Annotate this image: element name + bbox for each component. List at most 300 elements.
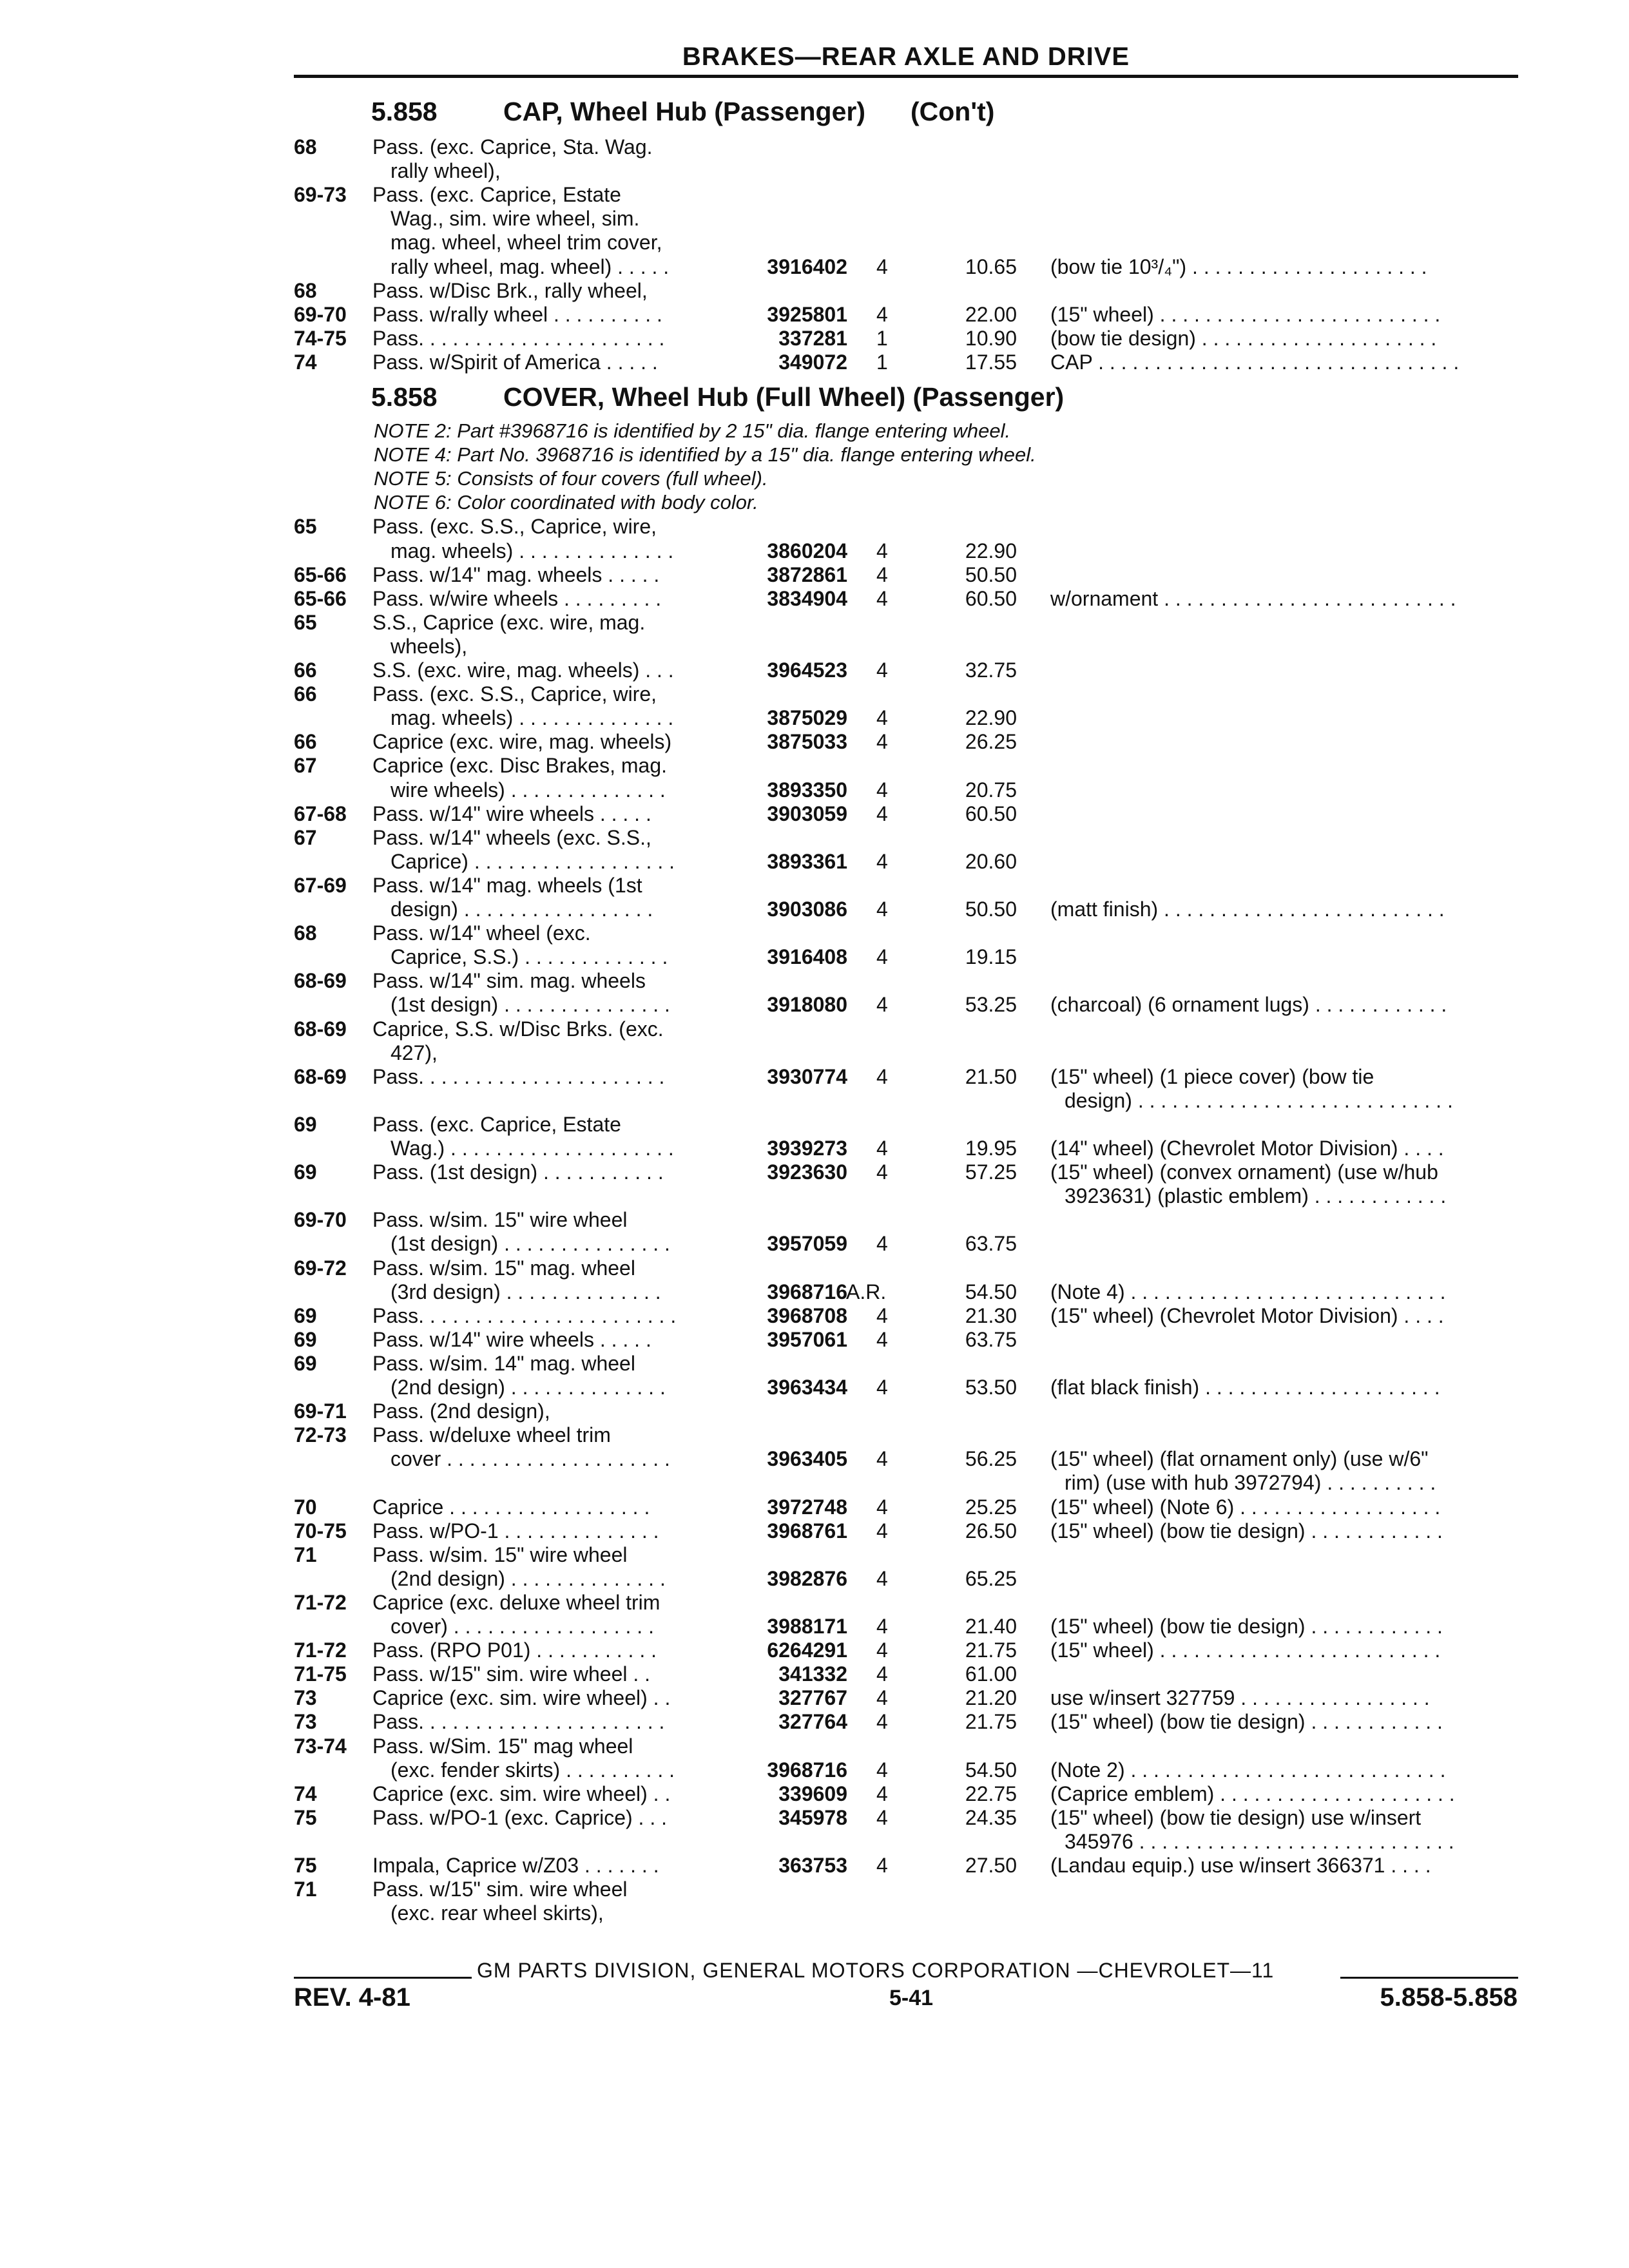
note-line: NOTE 5: Consists of four covers (full wheel). [374,467,768,490]
model-year: 74 [294,350,317,374]
remark: 345976 . . . . . . . . . . . . . . . . . . . . . . . . . . . . [1065,1829,1454,1853]
model-year: 66 [294,658,317,682]
table-row [0,898,1629,921]
description: Caprice (exc. sim. wire wheel) . . [372,1782,671,1805]
description: mag. wheels) . . . . . . . . . . . . . . [390,539,674,562]
part-number: 3875033 [767,730,847,754]
description: Pass. w/14" sim. mag. wheels [372,969,646,993]
price: 19.15 [965,945,1017,969]
note-line: NOTE 4: Part No. 3968716 is identified by a 15" dia. flange entering wheel. [374,443,1036,466]
quantity: 4 [876,1495,888,1519]
price: 50.50 [965,562,1017,586]
table-row [0,1806,1629,1830]
table-row [0,1137,1629,1160]
model-year: 69-70 [294,302,347,326]
model-year: 74 [294,1782,317,1805]
description: Pass. w/sim. 14" mag. wheel [372,1351,635,1375]
remark: (Note 2) . . . . . . . . . . . . . . . . . . . . . . . . . . . . [1050,1758,1446,1782]
table-row [0,587,1629,611]
description: Pass. (RPO P01) . . . . . . . . . . . [372,1639,657,1662]
part-number: 3957059 [767,1232,847,1256]
model-year: 69 [294,1160,317,1184]
price: 21.30 [965,1303,1017,1327]
remark: (flat black finish) . . . . . . . . . . . . . . . . . . . . . [1050,1376,1440,1399]
model-year: 66 [294,730,317,754]
table-row [0,706,1629,730]
quantity: 1 [876,326,888,350]
description: (2nd design) . . . . . . . . . . . . . . [390,1376,666,1399]
model-year: 69-70 [294,1208,347,1232]
price: 21.75 [965,1710,1017,1734]
part-number: 3916402 [767,255,847,278]
quantity: 4 [876,1064,888,1088]
table-row [0,969,1629,993]
model-year: 69 [294,1303,317,1327]
description: Pass. w/sim. 15" wire wheel [372,1208,628,1232]
price: 22.00 [965,302,1017,326]
description: Pass. w/PO-1 (exc. Caprice) . . . [372,1805,667,1829]
quantity: 4 [876,255,888,278]
description: Caprice (exc. sim. wire wheel) . . [372,1686,671,1710]
model-year: 71-75 [294,1662,347,1686]
table-row [0,921,1629,945]
model-year: 68 [294,921,317,945]
remark: (15" wheel) (Note 6) . . . . . . . . . . . . . . . . . . [1050,1495,1441,1519]
note-line: NOTE 2: Part #3968716 is identified by 2 15" dia. flange entering wheel. [374,419,1011,442]
price: 25.25 [965,1495,1017,1519]
price: 20.60 [965,849,1017,873]
remark: (15" wheel) . . . . . . . . . . . . . . . . . . . . . . . . . [1050,1639,1441,1662]
model-year: 75 [294,1805,317,1829]
quantity: 4 [876,1137,888,1160]
model-year: 75 [294,1854,317,1877]
quantity: 4 [876,706,888,730]
model-year: 69-72 [294,1256,347,1280]
note-line: NOTE 6: Color coordinated with body color. [374,491,758,514]
price: 54.50 [965,1280,1017,1303]
description: wire wheels) . . . . . . . . . . . . . . [390,778,666,802]
footer-rule-left [294,1977,472,1979]
price: 50.50 [965,898,1017,921]
model-year: 70-75 [294,1519,347,1542]
section-heading-cover [371,382,1064,412]
model-year: 73 [294,1710,317,1734]
price: 54.50 [965,1758,1017,1782]
part-number: 3982876 [767,1566,847,1590]
part-number: 3834904 [767,586,847,610]
table-row [0,1352,1629,1376]
table-row [0,778,1629,802]
quantity: 4 [876,1615,888,1638]
table-row [0,1041,1629,1065]
description: Wag., sim. wire wheel, sim. [390,207,640,231]
quantity: 4 [876,945,888,969]
table-row [0,611,1629,635]
model-year: 68-69 [294,1017,347,1041]
part-number: 6264291 [767,1639,847,1662]
table-row [0,1830,1629,1854]
table-row [0,1567,1629,1591]
part-number: 3964523 [767,658,847,682]
quantity: 4 [876,1519,888,1542]
description: Pass. w/14" wheels (exc. S.S., [372,825,651,849]
model-year: 69 [294,1327,317,1351]
price: 22.90 [965,539,1017,562]
table-row [0,1662,1629,1686]
quantity: 4 [876,1686,888,1710]
model-year: 71 [294,1542,317,1566]
description: Pass. w/sim. 15" wire wheel [372,1542,628,1566]
description: Pass. w/sim. 15" mag. wheel [372,1256,635,1280]
description: Pass. (exc. S.S., Caprice, wire, [372,682,657,706]
model-year: 67-69 [294,873,347,897]
section-continued: (Con't) [911,97,995,126]
description: Pass. w/14" wheel (exc. [372,921,591,945]
table-row [0,635,1629,658]
table-row [0,1615,1629,1639]
part-number: 339609 [778,1782,847,1805]
description: Pass. w/Spirit of America . . . . . [372,350,658,374]
quantity: 4 [876,849,888,873]
description: Pass. w/14" mag. wheels (1st [372,873,642,897]
table-row [0,1447,1629,1471]
part-number: 363753 [778,1854,847,1877]
quantity: 4 [876,1566,888,1590]
remark: w/ornament . . . . . . . . . . . . . . . . . . . . . . . . . . [1050,586,1456,610]
table-row [0,1854,1629,1878]
table-row [0,1591,1629,1615]
table-row [0,1782,1629,1806]
remark: (bow tie 10³/₄") . . . . . . . . . . . . . . . . . . . . . [1050,255,1427,278]
table-row [0,1160,1629,1184]
description: Pass. . . . . . . . . . . . . . . . . . . . . . [372,1064,665,1088]
description: (exc. fender skirts) . . . . . . . . . . [390,1758,675,1782]
model-year: 65 [294,610,317,634]
description: mag. wheel, wheel trim cover, [390,231,662,255]
description: wheels), [390,634,468,658]
price: 61.00 [965,1662,1017,1686]
table-row [0,515,1629,539]
table-row [0,539,1629,563]
description: Pass. w/wire wheels . . . . . . . . . [372,586,662,610]
price: 17.55 [965,350,1017,374]
remark: (15" wheel) (bow tie design) . . . . . . . . . . . . [1050,1615,1443,1638]
table-row [0,231,1629,255]
price: 53.50 [965,1376,1017,1399]
description: Pass. w/15" sim. wire wheel [372,1878,628,1901]
table-row [0,802,1629,826]
price: 10.65 [965,255,1017,278]
quantity: 4 [876,539,888,562]
part-number: 3903086 [767,898,847,921]
part-number: 3893361 [767,849,847,873]
quantity: 4 [876,658,888,682]
description: Caprice (exc. Disc Brakes, mag. [372,754,668,778]
description: Pass. w/Sim. 15" mag wheel [372,1734,633,1758]
part-number: 3903059 [767,802,847,825]
price: 21.50 [965,1064,1017,1088]
table-row [0,1710,1629,1734]
header-rule [294,75,1518,78]
description: Pass. w/15" sim. wire wheel . . [372,1662,651,1686]
description: Pass. w/14" wire wheels . . . . . [372,802,651,825]
description: Pass. w/Disc Brk., rally wheel, [372,278,648,302]
description: 427), [390,1041,438,1064]
price: 26.50 [965,1519,1017,1542]
model-year: 67-68 [294,802,347,825]
table-row [0,1256,1629,1280]
remark: (14" wheel) (Chevrolet Motor Division) . . . . [1050,1137,1444,1160]
table-row [0,207,1629,231]
model-year: 68-69 [294,969,347,993]
section-title: CAP, Wheel Hub (Passenger) [503,97,865,126]
table-row [0,850,1629,874]
price: 21.40 [965,1615,1017,1638]
remark: (15" wheel) (1 piece cover) (bow tie [1050,1064,1374,1088]
remark: (Note 4) . . . . . . . . . . . . . . . . . . . . . . . . . . . . [1050,1280,1446,1303]
remark: 3923631) (plastic emblem) . . . . . . . . . . . . [1065,1184,1447,1208]
quantity: 4 [876,1805,888,1829]
price: 22.75 [965,1782,1017,1805]
description: Caprice, S.S. w/Disc Brks. (exc. [372,1017,664,1041]
remark: (bow tie design) . . . . . . . . . . . . . . . . . . . . . [1050,326,1437,350]
page-header-title: BRAKES—REAR AXLE AND DRIVE [682,43,1130,71]
model-year: 70 [294,1495,317,1519]
table-row [0,874,1629,898]
description: S.S. (exc. wire, mag. wheels) . . . [372,658,674,682]
model-year: 65 [294,515,317,539]
part-number: 3939273 [767,1137,847,1160]
description: Pass. (exc. Caprice, Estate [372,1112,621,1136]
remark: (charcoal) (6 ornament lugs) . . . . . . . . . . . . [1050,993,1447,1017]
description: (1st design) . . . . . . . . . . . . . . . [390,1232,670,1256]
price: 63.75 [965,1327,1017,1351]
table-row [0,993,1629,1017]
quantity: 4 [876,1854,888,1877]
description: Impala, Caprice w/Z03 . . . . . . . [372,1854,659,1877]
price: 56.25 [965,1447,1017,1471]
model-year: 66 [294,682,317,706]
table-row [0,1065,1629,1089]
model-year: 71 [294,1878,317,1901]
model-year: 67 [294,825,317,849]
model-year: 69 [294,1351,317,1375]
remark: (15" wheel) (bow tie design) . . . . . . . . . . . . [1050,1710,1443,1734]
description: Pass. w/14" mag. wheels . . . . . [372,562,660,586]
quantity: 4 [876,1447,888,1471]
part-number: 3968761 [767,1519,847,1542]
part-number: 3957061 [767,1327,847,1351]
description: rally wheel), [390,159,501,183]
model-year: 72-73 [294,1423,347,1447]
quantity: 4 [876,898,888,921]
model-year: 68 [294,135,317,159]
model-year: 67 [294,754,317,778]
table-row [0,1280,1629,1304]
model-year: 71-72 [294,1590,347,1614]
price: 65.25 [965,1566,1017,1590]
description: Caprice) . . . . . . . . . . . . . . . . . . [390,849,675,873]
table-row [0,255,1629,279]
model-year: 74-75 [294,326,347,350]
remark: (15" wheel) (Chevrolet Motor Division) . . . . [1050,1303,1444,1327]
quantity: 4 [876,586,888,610]
remark: rim) (use with hub 3972794) . . . . . . . . . . [1065,1471,1436,1495]
description: cover . . . . . . . . . . . . . . . . . . . . [390,1447,670,1471]
table-row [0,1686,1629,1710]
table-row [0,183,1629,207]
model-year: 68 [294,278,317,302]
part-number: 3916408 [767,945,847,969]
table-row [0,1089,1629,1113]
model-year: 71-72 [294,1639,347,1662]
table-row [0,1376,1629,1399]
quantity: A.R. [846,1280,887,1303]
table-row [0,1901,1629,1925]
section-range: 5.858-5.858 [1380,1983,1518,2012]
model-year: 68-69 [294,1064,347,1088]
description: Pass. (2nd design), [372,1399,550,1423]
quantity: 4 [876,562,888,586]
model-year: 69 [294,1112,317,1136]
price: 24.35 [965,1805,1017,1829]
quantity: 4 [876,1376,888,1399]
description: Pass. (exc. Caprice, Estate [372,183,621,207]
remark: (Caprice emblem) . . . . . . . . . . . . . . . . . . . . . [1050,1782,1455,1805]
description: (exc. rear wheel skirts), [390,1901,604,1925]
remark: (15" wheel) (bow tie design) use w/insert [1050,1805,1422,1829]
model-year: 73-74 [294,1734,347,1758]
description: Pass. w/deluxe wheel trim [372,1423,611,1447]
part-number: 341332 [778,1662,847,1686]
table-row [0,682,1629,706]
footer-rule-right [1340,1977,1518,1979]
description: Caprice (exc. deluxe wheel trim [372,1590,660,1614]
table-row [0,279,1629,303]
model-year: 69-71 [294,1399,347,1423]
description: Pass. . . . . . . . . . . . . . . . . . . . . . [372,1710,665,1734]
remark: (15" wheel) (bow tie design) . . . . . . . . . . . . [1050,1519,1443,1542]
remark: design) . . . . . . . . . . . . . . . . . . . . . . . . . . . . [1065,1088,1453,1112]
part-number: 3972748 [767,1495,847,1519]
table-row [0,135,1629,159]
table-row [0,1113,1629,1137]
table-row [0,1471,1629,1495]
table-row [0,1878,1629,1901]
quantity: 4 [876,730,888,754]
revision-date: REV. 4-81 [294,1983,410,2012]
quantity: 4 [876,1782,888,1805]
part-number: 3872861 [767,562,847,586]
table-row [0,327,1629,351]
footer-publisher: GM PARTS DIVISION, GENERAL MOTORS CORPORATION —CHEVROLET—11 [477,1959,1275,1982]
table-row [0,658,1629,682]
price: 57.25 [965,1160,1017,1184]
part-number: 3968716 [767,1280,847,1303]
model-year: 69-73 [294,183,347,207]
model-year: 65-66 [294,586,347,610]
table-row [0,1519,1629,1543]
remark: (15" wheel) (flat ornament only) (use w/6" [1050,1447,1429,1471]
description: Pass. . . . . . . . . . . . . . . . . . . . . . . [372,1303,677,1327]
description: Caprice, S.S.) . . . . . . . . . . . . . [390,945,668,969]
price: 63.75 [965,1232,1017,1256]
table-row [0,1017,1629,1041]
price: 22.90 [965,706,1017,730]
section-number: 5.858 [371,97,438,126]
remark: (matt finish) . . . . . . . . . . . . . . . . . . . . . . . . . [1050,898,1445,921]
quantity: 4 [876,1303,888,1327]
model-year: 65-66 [294,562,347,586]
table-row [0,1304,1629,1328]
price: 10.90 [965,326,1017,350]
description: Pass. (exc. S.S., Caprice, wire, [372,515,657,539]
quantity: 4 [876,1160,888,1184]
table-row [0,826,1629,850]
table-row [0,754,1629,778]
part-number: 327764 [778,1710,847,1734]
quantity: 1 [876,350,888,374]
part-number: 3925801 [767,302,847,326]
description: design) . . . . . . . . . . . . . . . . . [390,898,653,921]
table-row [0,945,1629,969]
table-row [0,351,1629,374]
description: rally wheel, mag. wheel) . . . . . [390,255,670,278]
description: Caprice . . . . . . . . . . . . . . . . . . [372,1495,650,1519]
table-row [0,1184,1629,1208]
price: 20.75 [965,778,1017,802]
description: Wag.) . . . . . . . . . . . . . . . . . . . . [390,1137,674,1160]
remark: (15" wheel) (convex ornament) (use w/hub [1050,1160,1438,1184]
part-number: 3988171 [767,1615,847,1638]
remark: CAP . . . . . . . . . . . . . . . . . . . . . . . . . . . . . . . . [1050,350,1460,374]
description: cover) . . . . . . . . . . . . . . . . . . [390,1615,654,1638]
quantity: 4 [876,1662,888,1686]
price: 21.75 [965,1639,1017,1662]
quantity: 4 [876,778,888,802]
price: 60.50 [965,586,1017,610]
model-year: 73 [294,1686,317,1710]
price: 32.75 [965,658,1017,682]
description: Caprice (exc. wire, mag. wheels) [372,730,672,754]
price: 21.20 [965,1686,1017,1710]
table-row [0,1735,1629,1758]
description: (3rd design) . . . . . . . . . . . . . . [390,1280,661,1303]
table-row [0,1543,1629,1567]
price: 26.25 [965,730,1017,754]
quantity: 4 [876,802,888,825]
remark: use w/insert 327759 . . . . . . . . . . . . . . . . . [1050,1686,1430,1710]
section-title: COVER, Wheel Hub (Full Wheel) (Passenger) [503,382,1065,412]
page-number: 5-41 [889,1986,934,2010]
table-row [0,1758,1629,1782]
price: 60.50 [965,802,1017,825]
table-row [0,1328,1629,1352]
description: Pass. (exc. Caprice, Sta. Wag. [372,135,653,159]
part-number: 3963434 [767,1376,847,1399]
table-row [0,1423,1629,1447]
quantity: 4 [876,1758,888,1782]
description: (2nd design) . . . . . . . . . . . . . . [390,1566,666,1590]
table-row [0,1208,1629,1232]
description: S.S., Caprice (exc. wire, mag. [372,610,646,634]
part-number: 327767 [778,1686,847,1710]
table-row [0,1232,1629,1256]
description: Pass. . . . . . . . . . . . . . . . . . . . . . [372,326,665,350]
quantity: 4 [876,302,888,326]
remark: (Landau equip.) use w/insert 366371 . . . . [1050,1854,1431,1877]
section-heading-cap [371,97,994,127]
